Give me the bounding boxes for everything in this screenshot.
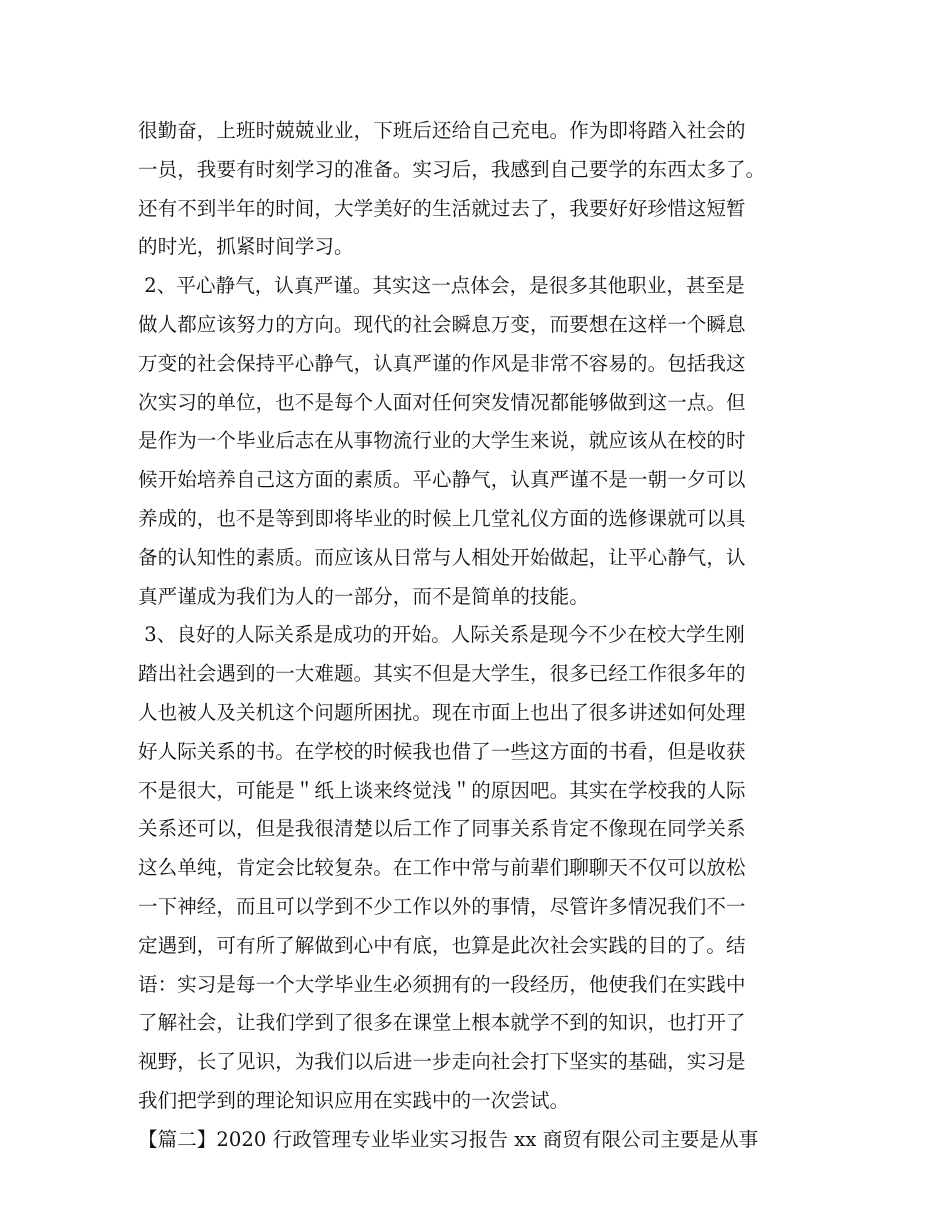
text-line: 踏出社会遇到的一大难题。其实不但是大学生，很多已经工作很多年的 (138, 662, 746, 686)
text-line: 很勤奋，上班时兢兢业业，下班后还给自己充电。作为即将踏入社会的 (138, 119, 746, 142)
text-line: 定遇到，可有所了解做到心中有底，也算是此次社会实践的目的了。结 (138, 933, 746, 957)
text-line: 还有不到半年的时间，大学美好的生活就过去了，我要好好珍惜这短暂 (138, 196, 746, 220)
document-body (138, 116, 838, 1164)
text-line: 的时光，抓紧时间学习。 (138, 235, 354, 259)
text-line: 次实习的单位，也不是每个人面对任何突发情况都能够做到这一点。但 (138, 390, 746, 414)
text-line: 我们把学到的理论知识应用在实践中的一次尝试。 (138, 1088, 570, 1112)
text-line: 了解社会，让我们学到了很多在课堂上根本就学不到的知识，也打开了 (138, 1011, 746, 1035)
text-line: 语：实习是每一个大学毕业生必须拥有的一段经历，他使我们在实践中 (138, 972, 746, 996)
text-line: 真严谨成为我们为人的一部分，而不是简单的技能。 (138, 584, 589, 608)
text-line: 好人际关系的书。在学校的时候我也借了一些这方面的书看，但是收获 (138, 739, 746, 763)
text-line: 视野，长了见识，为我们以后进一步走向社会打下坚实的基础，实习是 (138, 1050, 746, 1074)
text-line: 不是很大，可能是＂纸上谈来终觉浅＂的原因吧。其实在学校我的人际 (138, 778, 746, 802)
text-line: 做人都应该努力的方向。现代的社会瞬息万变，而要想在这样一个瞬息 (138, 312, 746, 336)
text-line: 人也被人及关机这个问题所困扰。现在市面上也出了很多讲述如何处理 (138, 700, 746, 724)
text-line: 2、平心静气，认真严谨。其实这一点体会，是很多其他职业，甚至是 (138, 274, 745, 298)
text-line: 一员，我要有时刻学习的准备。实习后，我感到自己要学的东西太多了。 (138, 157, 766, 181)
text-line: 关系还可以，但是我很清楚以后工作了同事关系肯定不像现在同学关系 (138, 817, 746, 841)
text-line: 备的认知性的素质。而应该从日常与人相处开始做起，让平心静气，认 (138, 545, 746, 569)
text-line: 一下神经，而且可以学到不少工作以外的事情，尽管许多情况我们不一 (138, 894, 746, 918)
text-line: 这么单纯，肯定会比较复杂。在工作中常与前辈们聊聊天不仅可以放松 (138, 856, 746, 880)
text-line: 万变的社会保持平心静气，认真严谨的作风是非常不容易的。包括我这 (138, 351, 746, 375)
text-line: 候开始培养自己这方面的素质。平心静气，认真严谨不是一朝一夕可以 (138, 468, 746, 492)
text-line: 【篇二】2020 行政管理专业毕业实习报告 xx 商贸有限公司主要是从事 (138, 1127, 759, 1151)
text-line: 是作为一个毕业后志在从事物流行业的大学生来说，就应该从在校的时 (138, 429, 746, 453)
text-line: 养成的，也不是等到即将毕业的时候上几堂礼仪方面的选修课就可以具 (138, 506, 746, 530)
text-line: 3、良好的人际关系是成功的开始。人际关系是现今不少在校大学生刚 (138, 623, 745, 647)
